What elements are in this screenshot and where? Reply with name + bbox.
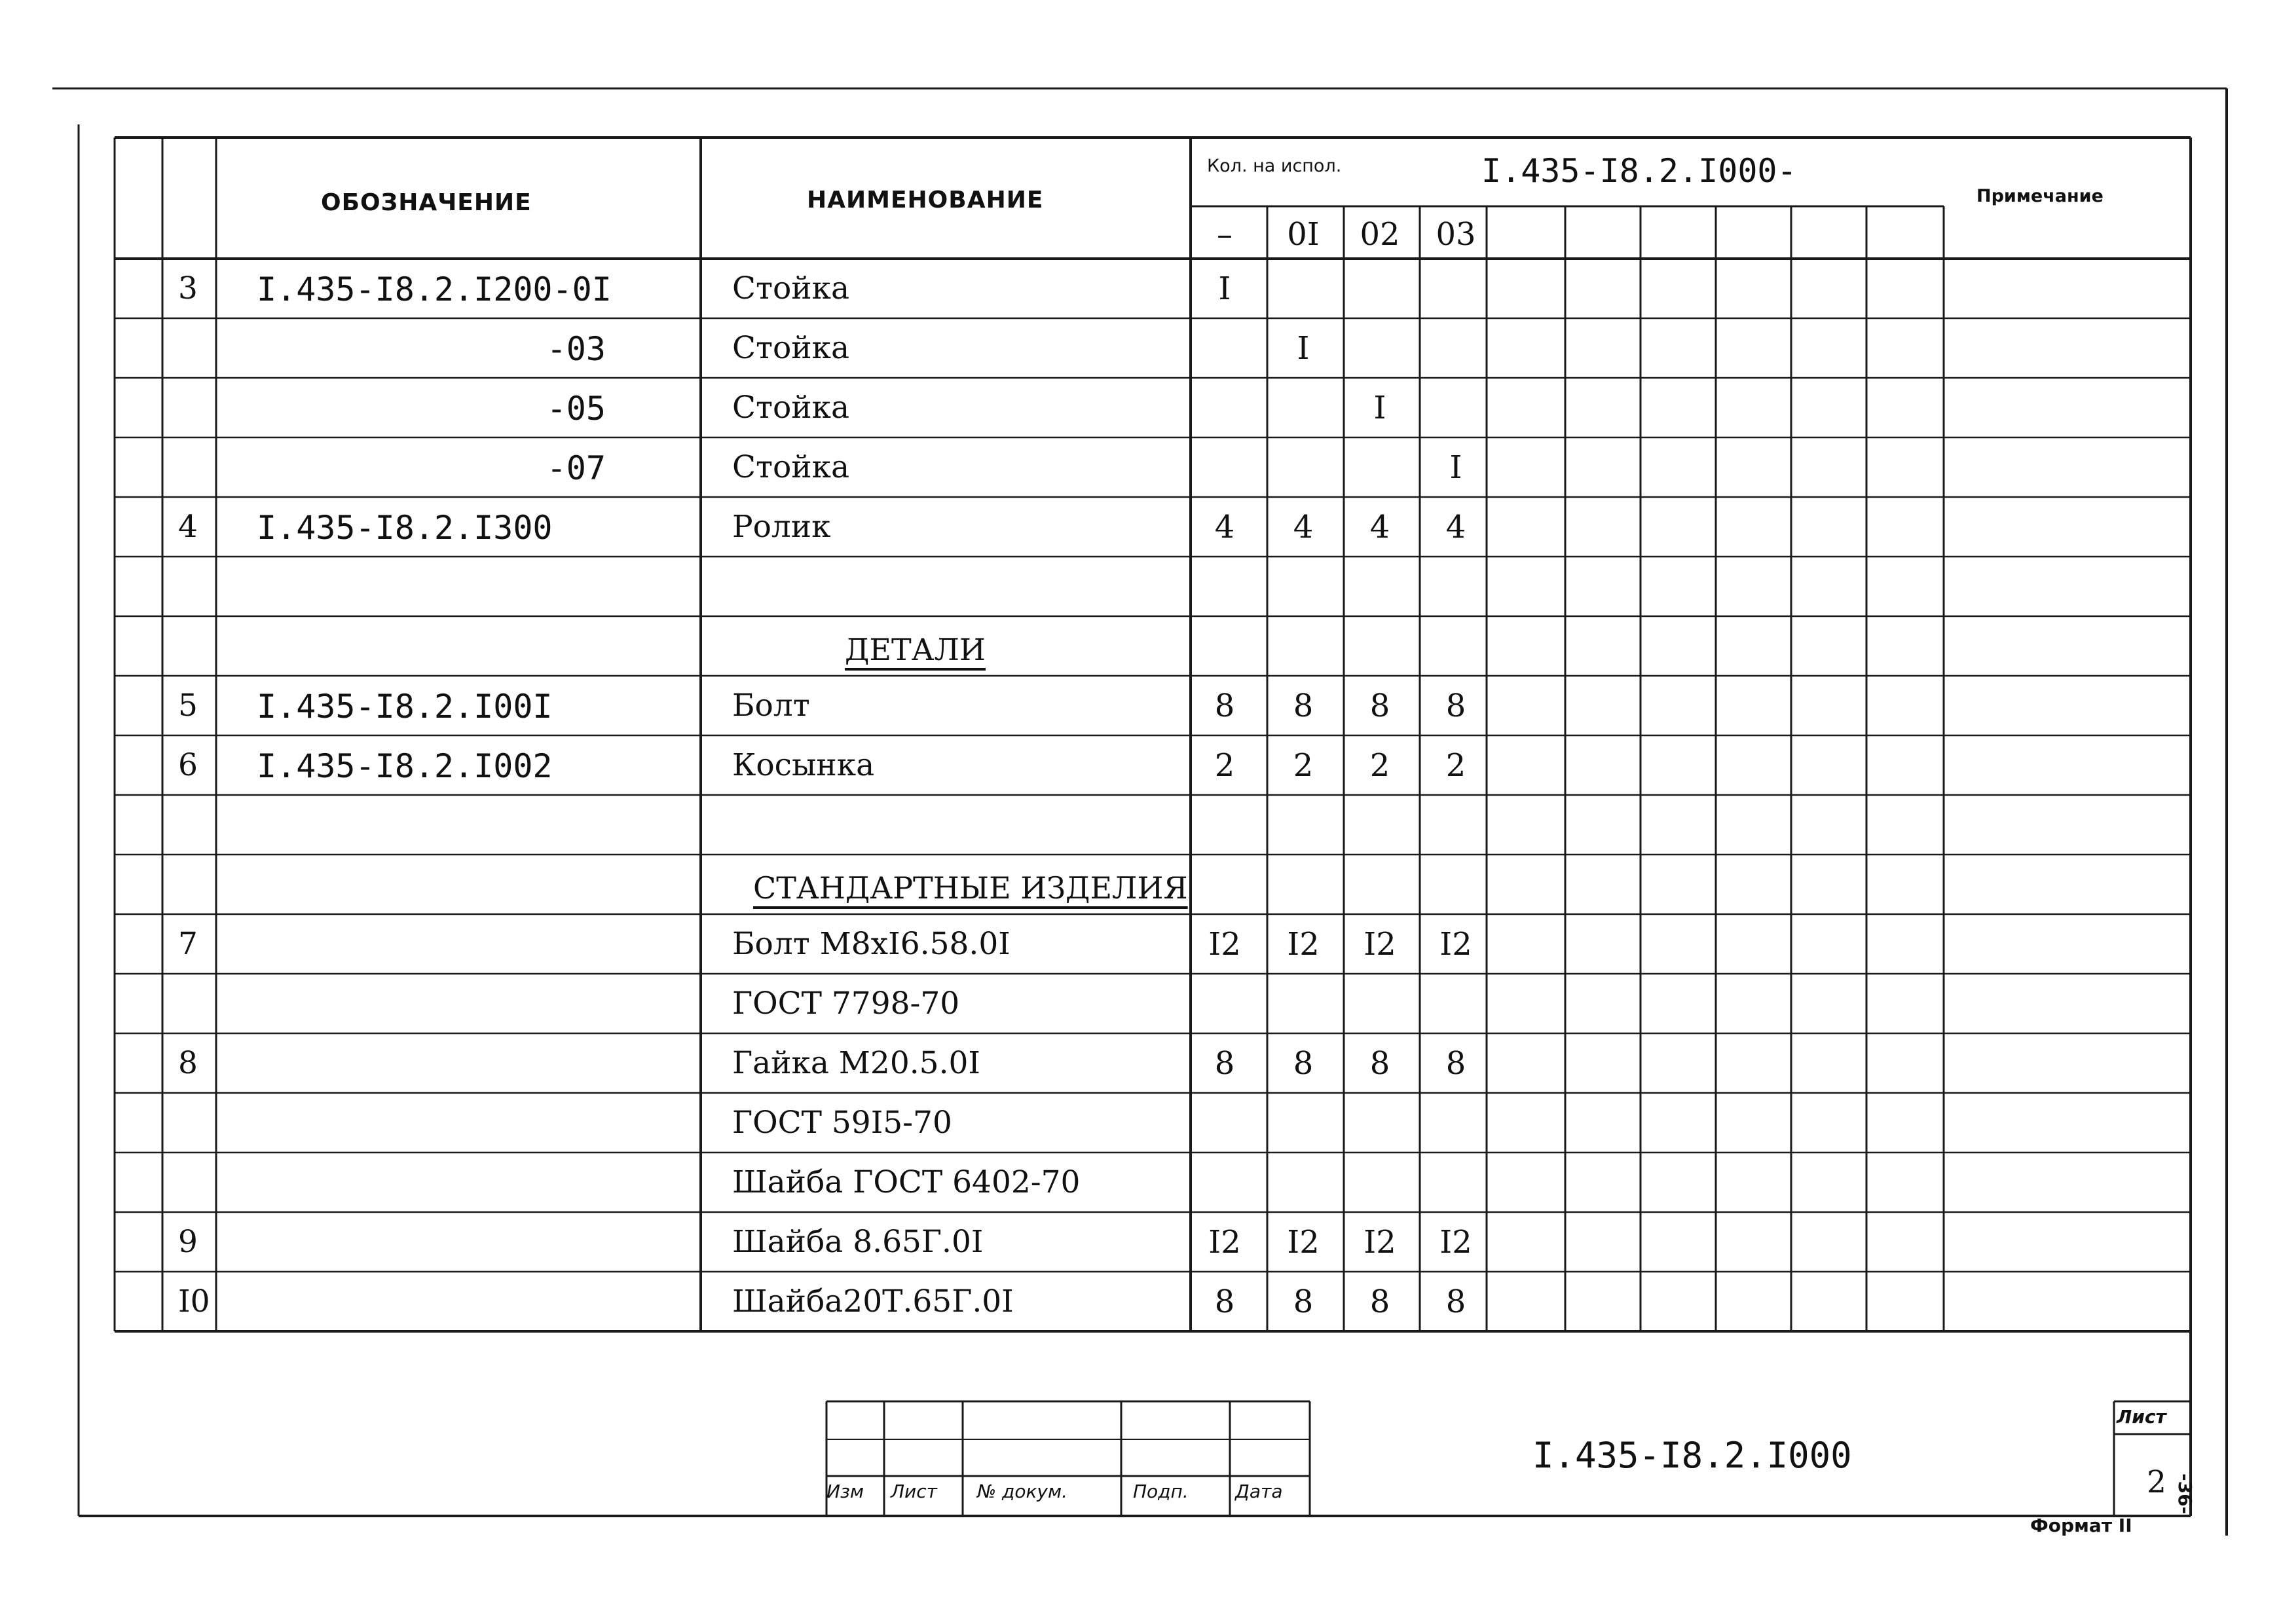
quantity-cell: 8	[1369, 1045, 1390, 1082]
stamp-label-document: № докум.	[977, 1481, 1068, 1502]
position-number: 5	[178, 688, 198, 724]
header-designation: ОБОЗНАЧЕНИЕ	[321, 189, 532, 216]
quantity-cell: 2	[1293, 747, 1314, 784]
position-number: 6	[178, 747, 198, 783]
section-heading: СТАНДАРТНЫЕ ИЗДЕЛИЯ	[753, 870, 1188, 906]
variant-header: 03	[1436, 216, 1476, 253]
section-heading: ДЕТАЛИ	[845, 632, 986, 667]
header-name: НАИМЕНОВАНИЕ	[807, 187, 1044, 213]
quantity-cell: 8	[1445, 688, 1466, 724]
stamp-sheet-label: Лист	[2117, 1406, 2166, 1428]
variant-header: 0I	[1287, 216, 1320, 253]
header-qty-title: Кол. на испол.	[1207, 156, 1342, 176]
format-label: Формат II	[2030, 1515, 2132, 1536]
quantity-cell: I2	[1287, 1224, 1320, 1261]
quantity-cell: 4	[1214, 509, 1235, 545]
stamp-label-date: Дата	[1235, 1481, 1283, 1502]
quantity-cell: 8	[1445, 1045, 1466, 1082]
position-number: 3	[178, 270, 198, 306]
quantity-cell: 4	[1369, 509, 1390, 545]
name-cell: Шайба20Т.65Г.0I	[732, 1283, 1014, 1320]
name-cell: Шайба 8.65Г.0I	[732, 1224, 984, 1260]
name-cell: Стойка	[732, 330, 849, 366]
quantity-cell: I	[1449, 449, 1462, 486]
designation-cell: I.435-I8.2.I00I	[257, 688, 553, 726]
designation-cell: -07	[546, 449, 606, 487]
position-number: 8	[178, 1045, 198, 1081]
position-number: 9	[178, 1224, 198, 1260]
name-cell: Ролик	[732, 509, 831, 545]
quantity-cell: 8	[1293, 688, 1314, 724]
quantity-cell: I2	[1287, 926, 1320, 963]
position-number: 7	[178, 926, 198, 962]
stamp-document-number: I.435-I8.2.I000	[1532, 1435, 1852, 1476]
name-cell: Гайка М20.5.0I	[732, 1045, 980, 1081]
quantity-cell: I2	[1363, 1224, 1396, 1261]
quantity-cell: 2	[1214, 747, 1235, 784]
stamp-label-change: Изм	[826, 1481, 864, 1502]
designation-cell: I.435-I8.2.I002	[257, 747, 553, 785]
quantity-cell: 2	[1369, 747, 1390, 784]
quantity-cell: I	[1373, 390, 1386, 426]
name-cell: Стойка	[732, 449, 849, 485]
quantity-cell: I2	[1439, 926, 1472, 963]
header-qty-doc: I.435-I8.2.I000-	[1481, 152, 1797, 190]
name-cell: Шайба ГОСТ 6402-70	[732, 1164, 1081, 1200]
designation-cell: I.435-I8.2.I200-0I	[257, 270, 612, 308]
quantity-cell: 8	[1214, 1283, 1235, 1320]
quantity-cell: 8	[1369, 1283, 1390, 1320]
quantity-cell: 4	[1445, 509, 1466, 545]
quantity-cell: 4	[1293, 509, 1314, 545]
designation-cell: -05	[546, 390, 606, 428]
quantity-cell: 8	[1369, 688, 1390, 724]
designation-cell: I.435-I8.2.I300	[257, 509, 553, 547]
quantity-cell: 8	[1293, 1283, 1314, 1320]
quantity-cell: 2	[1445, 747, 1466, 784]
quantity-cell: I	[1218, 270, 1231, 307]
name-cell: Косынка	[732, 747, 875, 783]
quantity-cell: 8	[1214, 688, 1235, 724]
header-note: Примечание	[1976, 186, 2104, 206]
quantity-cell: I2	[1208, 926, 1241, 963]
name-cell: Стойка	[732, 390, 849, 426]
quantity-cell: I2	[1439, 1224, 1472, 1261]
name-cell: Болт	[732, 688, 810, 724]
name-cell: ГОСТ 7798-70	[732, 986, 960, 1022]
position-number: I0	[178, 1283, 210, 1320]
name-cell: Стойка	[732, 270, 849, 306]
variant-header: 02	[1360, 216, 1400, 253]
name-cell: Болт М8хI6.58.0I	[732, 926, 1011, 962]
quantity-cell: 8	[1293, 1045, 1314, 1082]
quantity-cell: 8	[1445, 1283, 1466, 1320]
quantity-cell: 8	[1214, 1045, 1235, 1082]
quantity-cell: I	[1297, 330, 1310, 367]
designation-cell: -03	[546, 330, 606, 368]
variant-header: –	[1217, 216, 1233, 253]
quantity-cell: I2	[1208, 1224, 1241, 1261]
stamp-label-sheet: Лист	[891, 1481, 937, 1502]
position-number: 4	[178, 509, 198, 545]
stamp-label-signature: Подп.	[1133, 1481, 1189, 1502]
name-cell: ГОСТ 59I5-70	[732, 1105, 952, 1141]
page-side-number: -36-	[2174, 1473, 2196, 1515]
quantity-cell: I2	[1363, 926, 1396, 963]
stamp-sheet-number: 2	[2147, 1464, 2166, 1500]
